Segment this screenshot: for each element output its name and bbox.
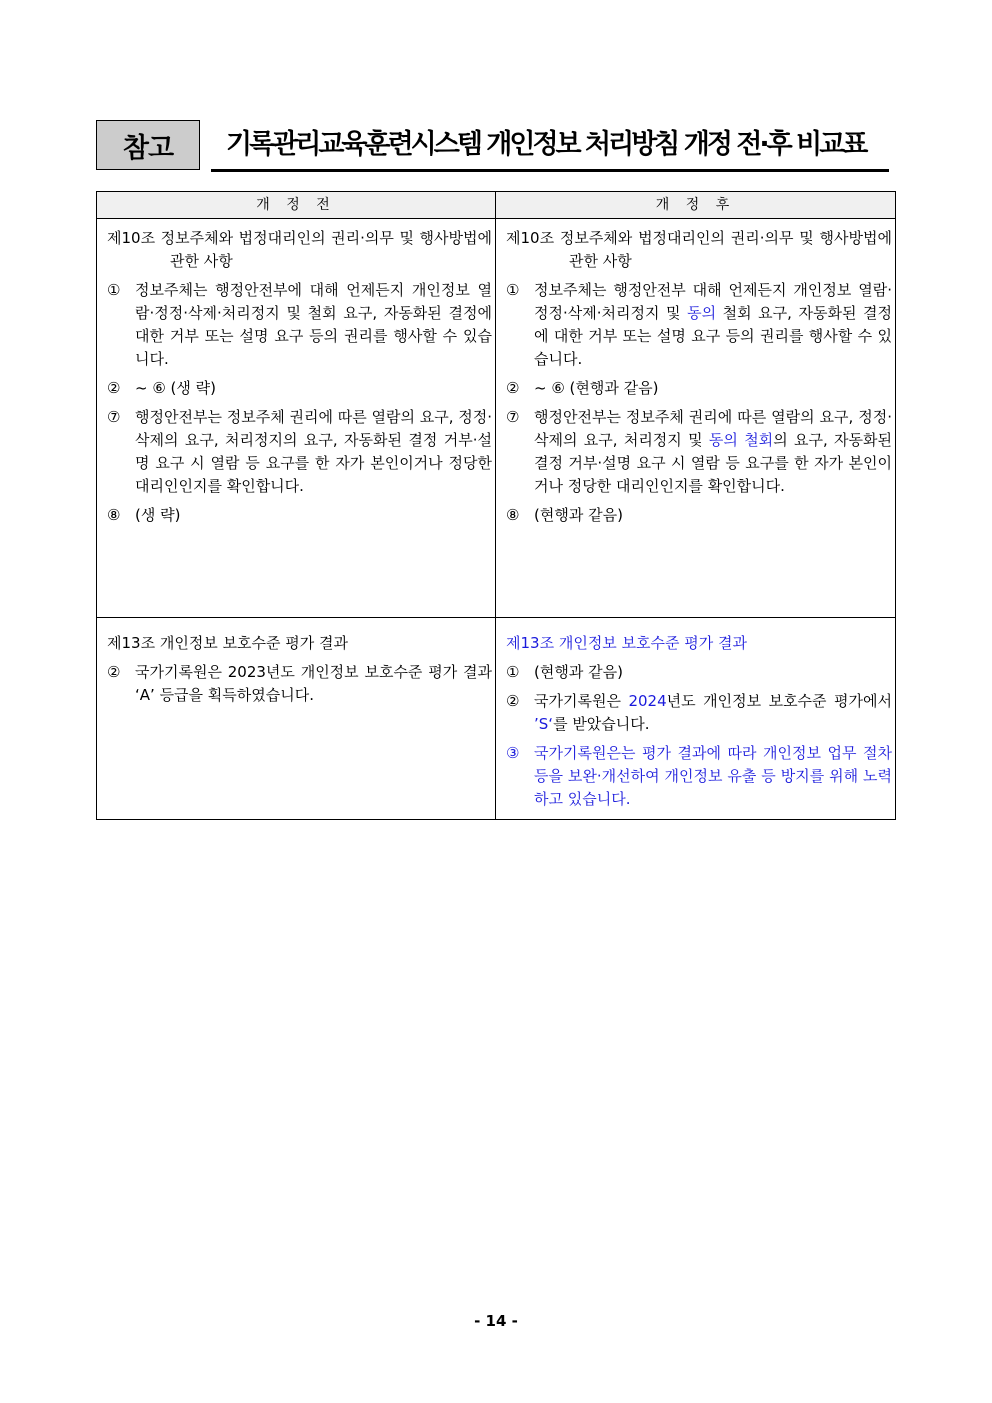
reference-label: 참고 — [122, 132, 174, 164]
document-title: 기록관리교육훈련시스템 개인정보 처리방침 개정 전·후 비교표 — [226, 129, 866, 160]
article-heading: 제10조 정보주체와 법정대리인의 권리·의무 및 행사방법에 관한 사항 — [107, 229, 492, 270]
list-item: ⑧ (현행과 같음) — [506, 506, 623, 524]
cell-after-article10 — [496, 219, 896, 618]
revised-text: 동의 철회 — [708, 431, 774, 449]
reference-label-box — [96, 120, 200, 170]
list-item: ① 정보주체는 행정안전부 대해 언제든지 개인정보 열람·정정·삭제·처리정지 및 동의 철회 요구, 자동화된 결정에 대한 거부 또는 설명 요구 등의 권리를 행사할 수 있습니다. — [506, 281, 892, 368]
comparison-table — [96, 191, 896, 820]
revised-text: ’S‘ — [534, 715, 554, 733]
list-item: ② ~ ⑥ (생 략) — [107, 379, 217, 397]
list-item: ① (현행과 같음) — [506, 663, 623, 681]
cell-before-article10 — [97, 219, 496, 618]
page-number: - 14 - — [474, 1312, 518, 1330]
list-item: ⑦ 행정안전부는 정보주체 권리에 따른 열람의 요구, 정정·삭제의 요구, 처리정지의 요구, 자동화된 결정 거부·설명 요구 시 열람 등 요구를 한 자가 본인이거나 정당한 대리인인지를 확인합니다. — [107, 408, 492, 495]
list-item: ① 정보주체는 행정안전부에 대해 언제든지 개인정보 열람·정정·삭제·처리정지 및 철회 요구, 자동화된 결정에 대한 거부 또는 설명 요구 등의 권리를 행사할 수 있습니다. — [107, 281, 492, 368]
revised-text: 동의 — [687, 304, 717, 322]
title-underline — [211, 169, 889, 172]
list-item: ② 국가기록원은 2024년도 개인정보 보호수준 평가에서 ’S‘를 받았습니다. — [506, 692, 892, 733]
list-item: ⑦ 행정안전부는 정보주체 권리에 따른 열람의 요구, 정정·삭제의 요구, 처리정지 및 동의 철회의 요구, 자동화된 결정 거부·설명 요구 시 열람 등 요구를 한 자가 본인이거나 정당한 대리인인지를 확인합니다. — [506, 408, 892, 495]
list-item: ② ~ ⑥ (현행과 같음) — [506, 379, 659, 397]
cell-before-article13 — [97, 618, 496, 820]
table-header-row — [97, 192, 896, 219]
article-heading: 제13조 개인정보 보호수준 평가 결과 — [107, 634, 349, 652]
revised-text: 2024 — [628, 692, 667, 710]
article-heading: 제13조 개인정보 보호수준 평가 결과 — [506, 634, 748, 652]
table-row — [97, 618, 896, 820]
table-row — [97, 219, 896, 618]
column-header-before: 개 정 전 — [97, 192, 496, 219]
cell-after-article13 — [496, 618, 896, 820]
column-header-after: 개 정 후 — [496, 192, 896, 219]
article-heading: 제10조 정보주체와 법정대리인의 권리·의무 및 행사방법에 관한 사항 — [506, 229, 892, 270]
list-item: ⑧ (생 략) — [107, 506, 181, 524]
list-item-new: ③ 국가기록원은는 평가 결과에 따라 개인정보 업무 절차 등을 보완·개선하여 개인정보 유출 등 방지를 위해 노력하고 있습니다. — [506, 744, 892, 808]
list-item: ② 국가기록원은 2023년도 개인정보 보호수준 평가 결과 ‘A’ 등급을 획득하였습니다. — [107, 663, 492, 704]
